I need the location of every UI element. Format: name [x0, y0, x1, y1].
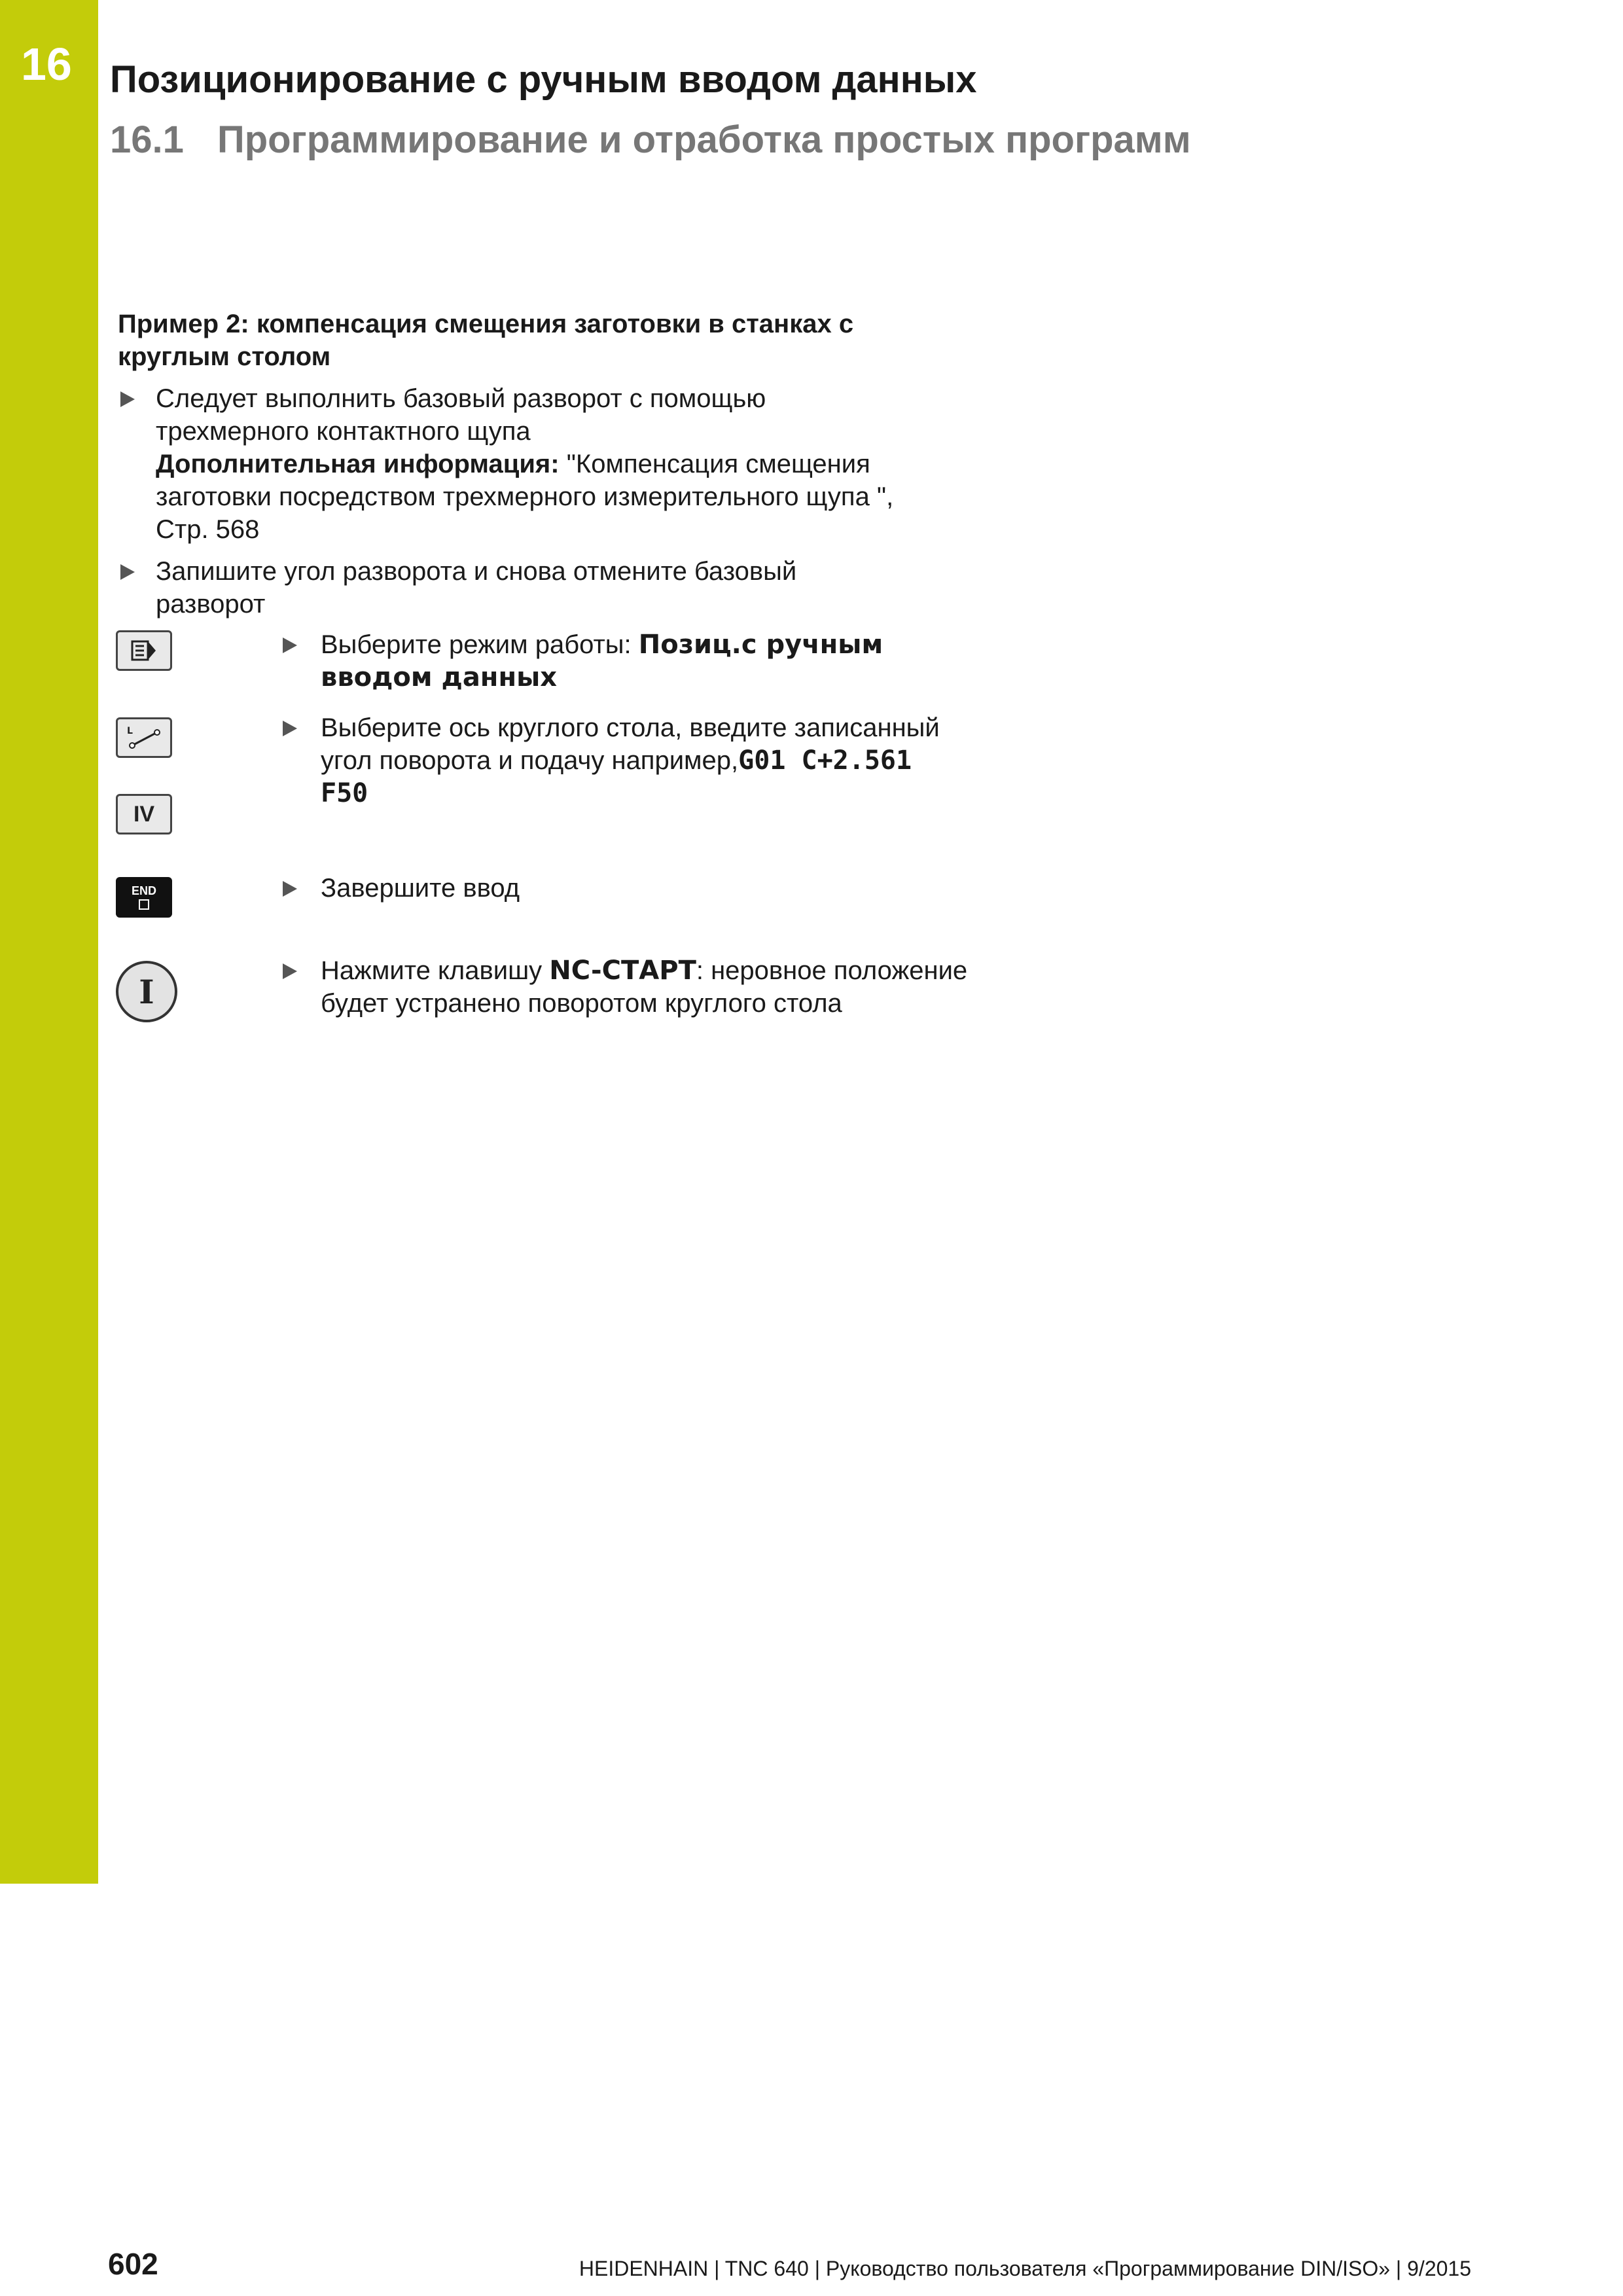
step-text: Выберите ось круглого стола, введите записанный угол поворота и подачу например, [321, 713, 940, 775]
line-path-icon [124, 723, 164, 752]
step-item [280, 954, 988, 1020]
step-text: Нажмите клавишу [321, 956, 550, 985]
mdi-mode-icon [130, 638, 158, 663]
triangle-bullet-icon [120, 564, 135, 580]
example-title: Пример 2: компенсация смещения заготовки в станках с круглым столом [118, 310, 854, 371]
step-item [280, 872, 1014, 905]
nc-start-key[interactable] [116, 961, 177, 1022]
bullet-text: Следует выполнить базовый разворот с помощью трехмерного контактного щупа [156, 384, 766, 446]
step-text: : неровное положение будет устранено поворотом круглого стола [321, 956, 968, 1018]
section-title: Программирование и отработка простых программ [217, 118, 1191, 161]
triangle-bullet-icon [283, 721, 297, 736]
chapter-title: Позиционирование с ручным вводом данных [110, 58, 977, 101]
nc-start-key-label: I [139, 972, 154, 1011]
step-code: G01 C+2.561 F50 [321, 745, 912, 808]
end-key-label: END [131, 884, 156, 897]
axis-iv-key[interactable]: IV [116, 794, 172, 834]
end-key[interactable] [116, 877, 172, 918]
linear-path-key[interactable] [116, 717, 172, 758]
square-icon [139, 899, 149, 910]
info-label: Дополнительная информация: [156, 450, 560, 478]
step-item [280, 711, 949, 810]
step-text: Выберите режим работы: [321, 630, 639, 659]
bullet-text: Запишите угол разворота и снова отмените базовый разворот [156, 557, 797, 619]
step-item [280, 628, 949, 694]
chapter-sidebar [0, 0, 98, 1884]
section-number: 16.1 [110, 118, 184, 161]
step-text: Завершите ввод [321, 874, 520, 903]
bullet-info [156, 448, 928, 546]
bullet-item [118, 555, 967, 620]
page-number: 602 [108, 2247, 158, 2281]
chapter-number: 16 [21, 39, 72, 90]
footer-text: HEIDENHAIN | TNC 640 | Руководство пользователя «Программирование DIN/ISO» | 9/2015 [579, 2257, 1471, 2280]
bullet-item [118, 382, 967, 546]
info-text: "Компенсация смещения заготовки посредством трехмерного измерительного щупа ", Стр. 568 [156, 450, 894, 544]
triangle-bullet-icon [283, 881, 297, 897]
mode-positioning-mdi-key[interactable] [116, 630, 172, 671]
step-mode-name: Позиц.с ручным вводом данных [321, 630, 883, 692]
section-heading [110, 118, 1191, 162]
triangle-bullet-icon [120, 391, 135, 407]
main-content [118, 308, 969, 620]
triangle-bullet-icon [283, 963, 297, 979]
triangle-bullet-icon [283, 637, 297, 653]
svg-text:L: L [127, 726, 133, 736]
step-key-name: NC-СТАРТ [549, 956, 696, 986]
